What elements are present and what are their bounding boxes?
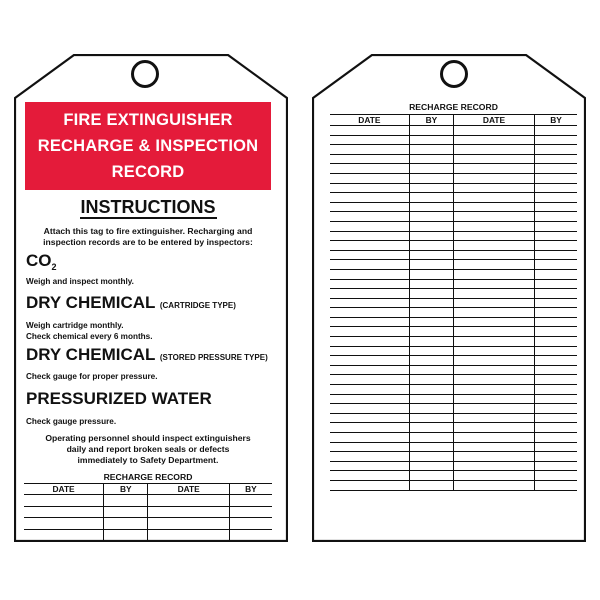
record-cell bbox=[330, 193, 409, 203]
record-cell bbox=[535, 250, 577, 260]
record-cell bbox=[409, 452, 453, 462]
record-cell bbox=[409, 356, 453, 366]
record-cell bbox=[453, 241, 534, 251]
record-cell bbox=[535, 480, 577, 490]
record-cell bbox=[453, 250, 534, 260]
record-cell bbox=[330, 433, 409, 443]
record-cell bbox=[535, 471, 577, 481]
record-cell bbox=[535, 317, 577, 327]
record-row bbox=[330, 375, 577, 385]
record-cell bbox=[24, 506, 104, 518]
record-row bbox=[330, 413, 577, 423]
section-co2-heading: $CO_2$ bbox=[26, 251, 57, 273]
record-cell bbox=[330, 154, 409, 164]
record-cell bbox=[535, 260, 577, 270]
column-header: DATE bbox=[453, 115, 534, 126]
record-cell bbox=[535, 356, 577, 366]
section-pressurized-water-heading: PRESSURIZED WATER bbox=[26, 389, 212, 408]
recharge-record-title: RECHARGE RECORD bbox=[409, 102, 498, 112]
record-cell bbox=[330, 250, 409, 260]
record-cell bbox=[535, 442, 577, 452]
record-cell bbox=[535, 231, 577, 241]
record-row bbox=[330, 202, 577, 212]
recharge-record-table bbox=[330, 114, 577, 491]
record-cell bbox=[409, 442, 453, 452]
record-cell bbox=[330, 480, 409, 490]
record-cell bbox=[453, 423, 534, 433]
record-row bbox=[330, 346, 577, 356]
banner-line: FIRE EXTINGUISHER bbox=[63, 111, 233, 129]
column-header: BY bbox=[409, 115, 453, 126]
record-cell bbox=[409, 250, 453, 260]
record-cell bbox=[535, 375, 577, 385]
record-row bbox=[330, 404, 577, 414]
section-co2-desc: Weigh and inspect monthly. bbox=[26, 277, 134, 286]
record-cell bbox=[330, 212, 409, 222]
record-cell bbox=[229, 529, 272, 541]
record-row bbox=[330, 193, 577, 203]
record-cell bbox=[24, 495, 104, 507]
record-cell bbox=[535, 173, 577, 183]
record-cell bbox=[535, 126, 577, 136]
record-cell bbox=[409, 241, 453, 251]
record-row bbox=[330, 212, 577, 222]
record-cell bbox=[453, 385, 534, 395]
record-cell bbox=[453, 135, 534, 145]
record-cell bbox=[409, 337, 453, 347]
record-cell bbox=[535, 461, 577, 471]
record-cell bbox=[453, 375, 534, 385]
record-cell bbox=[330, 365, 409, 375]
record-row bbox=[330, 260, 577, 270]
record-cell bbox=[330, 413, 409, 423]
record-cell bbox=[330, 260, 409, 270]
record-cell bbox=[453, 260, 534, 270]
record-row bbox=[330, 442, 577, 452]
record-cell bbox=[148, 529, 229, 541]
record-cell bbox=[535, 365, 577, 375]
record-cell bbox=[330, 145, 409, 155]
record-row bbox=[330, 356, 577, 366]
section-dry-chemical-stored-desc: Check gauge for proper pressure. bbox=[26, 372, 158, 381]
record-cell bbox=[148, 495, 229, 507]
record-cell bbox=[104, 518, 148, 530]
record-cell bbox=[148, 518, 229, 530]
banner-line: RECHARGE & INSPECTION bbox=[37, 137, 259, 155]
record-cell bbox=[453, 327, 534, 337]
section-dry-chemical-stored-heading: DRY CHEMICAL (STORED PRESSURE TYPE) bbox=[26, 345, 268, 364]
recharge-record-title: RECHARGE RECORD bbox=[103, 472, 193, 482]
section-pressurized-water-desc: Check gauge pressure. bbox=[26, 417, 117, 426]
record-cell bbox=[409, 423, 453, 433]
record-cell bbox=[453, 298, 534, 308]
record-row bbox=[330, 308, 577, 318]
record-cell bbox=[104, 529, 148, 541]
record-cell bbox=[409, 221, 453, 231]
record-cell bbox=[535, 193, 577, 203]
record-cell bbox=[535, 212, 577, 222]
record-row bbox=[24, 529, 272, 541]
record-cell bbox=[453, 317, 534, 327]
record-cell bbox=[535, 394, 577, 404]
record-row bbox=[330, 250, 577, 260]
record-cell bbox=[409, 327, 453, 337]
record-row bbox=[24, 518, 272, 530]
section-dry-chemical-cartridge-desc: Weigh cartridge monthly. Check chemical every 6 months. bbox=[26, 321, 153, 341]
record-cell bbox=[453, 145, 534, 155]
record-cell bbox=[535, 385, 577, 395]
record-cell bbox=[453, 221, 534, 231]
record-row bbox=[330, 327, 577, 337]
record-cell bbox=[535, 433, 577, 443]
record-cell bbox=[535, 423, 577, 433]
record-cell bbox=[330, 337, 409, 347]
record-row bbox=[330, 337, 577, 347]
record-cell bbox=[409, 385, 453, 395]
record-cell bbox=[330, 289, 409, 299]
record-row bbox=[330, 126, 577, 136]
record-cell bbox=[330, 404, 409, 414]
record-cell bbox=[453, 269, 534, 279]
record-cell bbox=[535, 308, 577, 318]
column-header: DATE bbox=[148, 484, 229, 495]
record-row bbox=[330, 365, 577, 375]
record-cell bbox=[409, 154, 453, 164]
record-cell bbox=[409, 145, 453, 155]
record-cell bbox=[409, 480, 453, 490]
record-cell bbox=[535, 241, 577, 251]
record-row bbox=[330, 433, 577, 443]
tag-back bbox=[312, 54, 586, 542]
record-cell bbox=[409, 413, 453, 423]
record-cell bbox=[535, 327, 577, 337]
record-row bbox=[330, 135, 577, 145]
record-cell bbox=[453, 154, 534, 164]
record-row bbox=[330, 471, 577, 481]
record-cell bbox=[453, 394, 534, 404]
record-row bbox=[330, 154, 577, 164]
record-cell bbox=[330, 356, 409, 366]
record-cell bbox=[535, 202, 577, 212]
record-row bbox=[330, 289, 577, 299]
recharge-record-body bbox=[24, 495, 272, 541]
record-cell bbox=[453, 461, 534, 471]
record-cell bbox=[453, 433, 534, 443]
record-row bbox=[330, 317, 577, 327]
record-cell bbox=[409, 269, 453, 279]
record-cell bbox=[409, 193, 453, 203]
record-cell bbox=[535, 154, 577, 164]
record-cell bbox=[330, 279, 409, 289]
column-header: BY bbox=[535, 115, 577, 126]
record-cell bbox=[24, 518, 104, 530]
record-cell bbox=[535, 135, 577, 145]
record-cell bbox=[453, 193, 534, 203]
record-cell bbox=[409, 375, 453, 385]
record-cell bbox=[409, 202, 453, 212]
intro-text: Attach this tag to fire extinguisher. Recharging and inspection records are to be entered by inspectors: bbox=[43, 226, 253, 247]
title-banner bbox=[25, 102, 271, 190]
record-cell bbox=[453, 212, 534, 222]
record-row bbox=[330, 183, 577, 193]
record-row bbox=[24, 495, 272, 507]
record-cell bbox=[535, 404, 577, 414]
record-cell bbox=[409, 308, 453, 318]
record-row bbox=[330, 385, 577, 395]
record-cell bbox=[229, 506, 272, 518]
record-cell bbox=[330, 385, 409, 395]
record-row bbox=[330, 298, 577, 308]
record-cell bbox=[453, 164, 534, 174]
record-cell bbox=[409, 365, 453, 375]
section-dry-chemical-cartridge-heading: DRY CHEMICAL (CARTRIDGE TYPE) bbox=[26, 293, 236, 312]
record-cell bbox=[453, 365, 534, 375]
record-row bbox=[24, 506, 272, 518]
record-cell bbox=[330, 423, 409, 433]
record-cell bbox=[409, 461, 453, 471]
record-row bbox=[330, 461, 577, 471]
record-cell bbox=[409, 173, 453, 183]
record-row bbox=[330, 221, 577, 231]
record-cell bbox=[535, 164, 577, 174]
record-cell bbox=[330, 346, 409, 356]
record-cell bbox=[330, 135, 409, 145]
record-row bbox=[330, 480, 577, 490]
record-cell bbox=[535, 145, 577, 155]
record-row bbox=[330, 423, 577, 433]
record-cell bbox=[330, 183, 409, 193]
record-cell bbox=[409, 471, 453, 481]
record-cell bbox=[453, 356, 534, 366]
record-cell bbox=[453, 442, 534, 452]
record-cell bbox=[330, 126, 409, 136]
instructions-heading: INSTRUCTIONS bbox=[80, 197, 216, 217]
record-cell bbox=[148, 506, 229, 518]
record-row bbox=[330, 452, 577, 462]
record-cell bbox=[409, 289, 453, 299]
record-cell bbox=[453, 126, 534, 136]
record-cell bbox=[453, 452, 534, 462]
record-cell bbox=[409, 346, 453, 356]
column-header: BY bbox=[229, 484, 272, 495]
tag-front bbox=[14, 54, 288, 542]
record-cell bbox=[330, 202, 409, 212]
record-cell bbox=[453, 471, 534, 481]
record-cell bbox=[453, 183, 534, 193]
record-cell bbox=[330, 231, 409, 241]
record-cell bbox=[409, 317, 453, 327]
record-row bbox=[330, 279, 577, 289]
record-cell bbox=[330, 221, 409, 231]
record-cell bbox=[409, 433, 453, 443]
record-cell bbox=[409, 279, 453, 289]
record-cell bbox=[330, 164, 409, 174]
record-cell bbox=[330, 327, 409, 337]
record-cell bbox=[409, 231, 453, 241]
record-cell bbox=[535, 413, 577, 423]
record-cell bbox=[453, 337, 534, 347]
record-cell bbox=[229, 495, 272, 507]
record-cell bbox=[104, 495, 148, 507]
recharge-record-table bbox=[24, 483, 272, 541]
record-cell bbox=[535, 298, 577, 308]
record-cell bbox=[535, 221, 577, 231]
record-row bbox=[330, 173, 577, 183]
record-cell bbox=[453, 480, 534, 490]
record-cell bbox=[535, 269, 577, 279]
record-cell bbox=[330, 241, 409, 251]
record-cell bbox=[453, 202, 534, 212]
record-cell bbox=[409, 126, 453, 136]
record-cell bbox=[409, 164, 453, 174]
record-cell bbox=[24, 529, 104, 541]
record-cell bbox=[330, 471, 409, 481]
record-cell bbox=[535, 346, 577, 356]
record-cell bbox=[330, 269, 409, 279]
record-cell bbox=[330, 317, 409, 327]
record-cell bbox=[330, 394, 409, 404]
record-cell bbox=[330, 298, 409, 308]
record-cell bbox=[330, 452, 409, 462]
record-row bbox=[330, 241, 577, 251]
record-cell bbox=[409, 183, 453, 193]
record-row bbox=[330, 231, 577, 241]
record-cell bbox=[453, 289, 534, 299]
record-cell bbox=[409, 135, 453, 145]
recharge-record-body bbox=[330, 126, 577, 491]
record-cell bbox=[535, 289, 577, 299]
record-cell bbox=[330, 461, 409, 471]
record-cell bbox=[453, 413, 534, 423]
column-header: DATE bbox=[330, 115, 409, 126]
record-row bbox=[330, 269, 577, 279]
record-cell bbox=[409, 404, 453, 414]
record-cell bbox=[453, 308, 534, 318]
record-cell bbox=[453, 346, 534, 356]
footer-note: Operating personnel should inspect extinguishers daily and report broken seals or defects immediately to Safety Department. bbox=[45, 433, 251, 465]
column-header: DATE bbox=[24, 484, 104, 495]
record-cell bbox=[453, 173, 534, 183]
record-cell bbox=[409, 394, 453, 404]
record-cell bbox=[409, 298, 453, 308]
record-cell bbox=[104, 506, 148, 518]
record-cell bbox=[453, 279, 534, 289]
record-row bbox=[330, 394, 577, 404]
record-cell bbox=[409, 212, 453, 222]
record-cell bbox=[453, 231, 534, 241]
record-cell bbox=[535, 452, 577, 462]
record-cell bbox=[330, 442, 409, 452]
record-row bbox=[330, 145, 577, 155]
record-cell bbox=[453, 404, 534, 414]
record-cell bbox=[330, 375, 409, 385]
record-row bbox=[330, 164, 577, 174]
record-cell bbox=[330, 308, 409, 318]
record-cell bbox=[229, 518, 272, 530]
record-cell bbox=[535, 183, 577, 193]
column-header: BY bbox=[104, 484, 148, 495]
banner-line: RECORD bbox=[111, 163, 185, 181]
record-cell bbox=[535, 337, 577, 347]
record-cell bbox=[330, 173, 409, 183]
record-cell bbox=[535, 279, 577, 289]
record-cell bbox=[409, 260, 453, 270]
